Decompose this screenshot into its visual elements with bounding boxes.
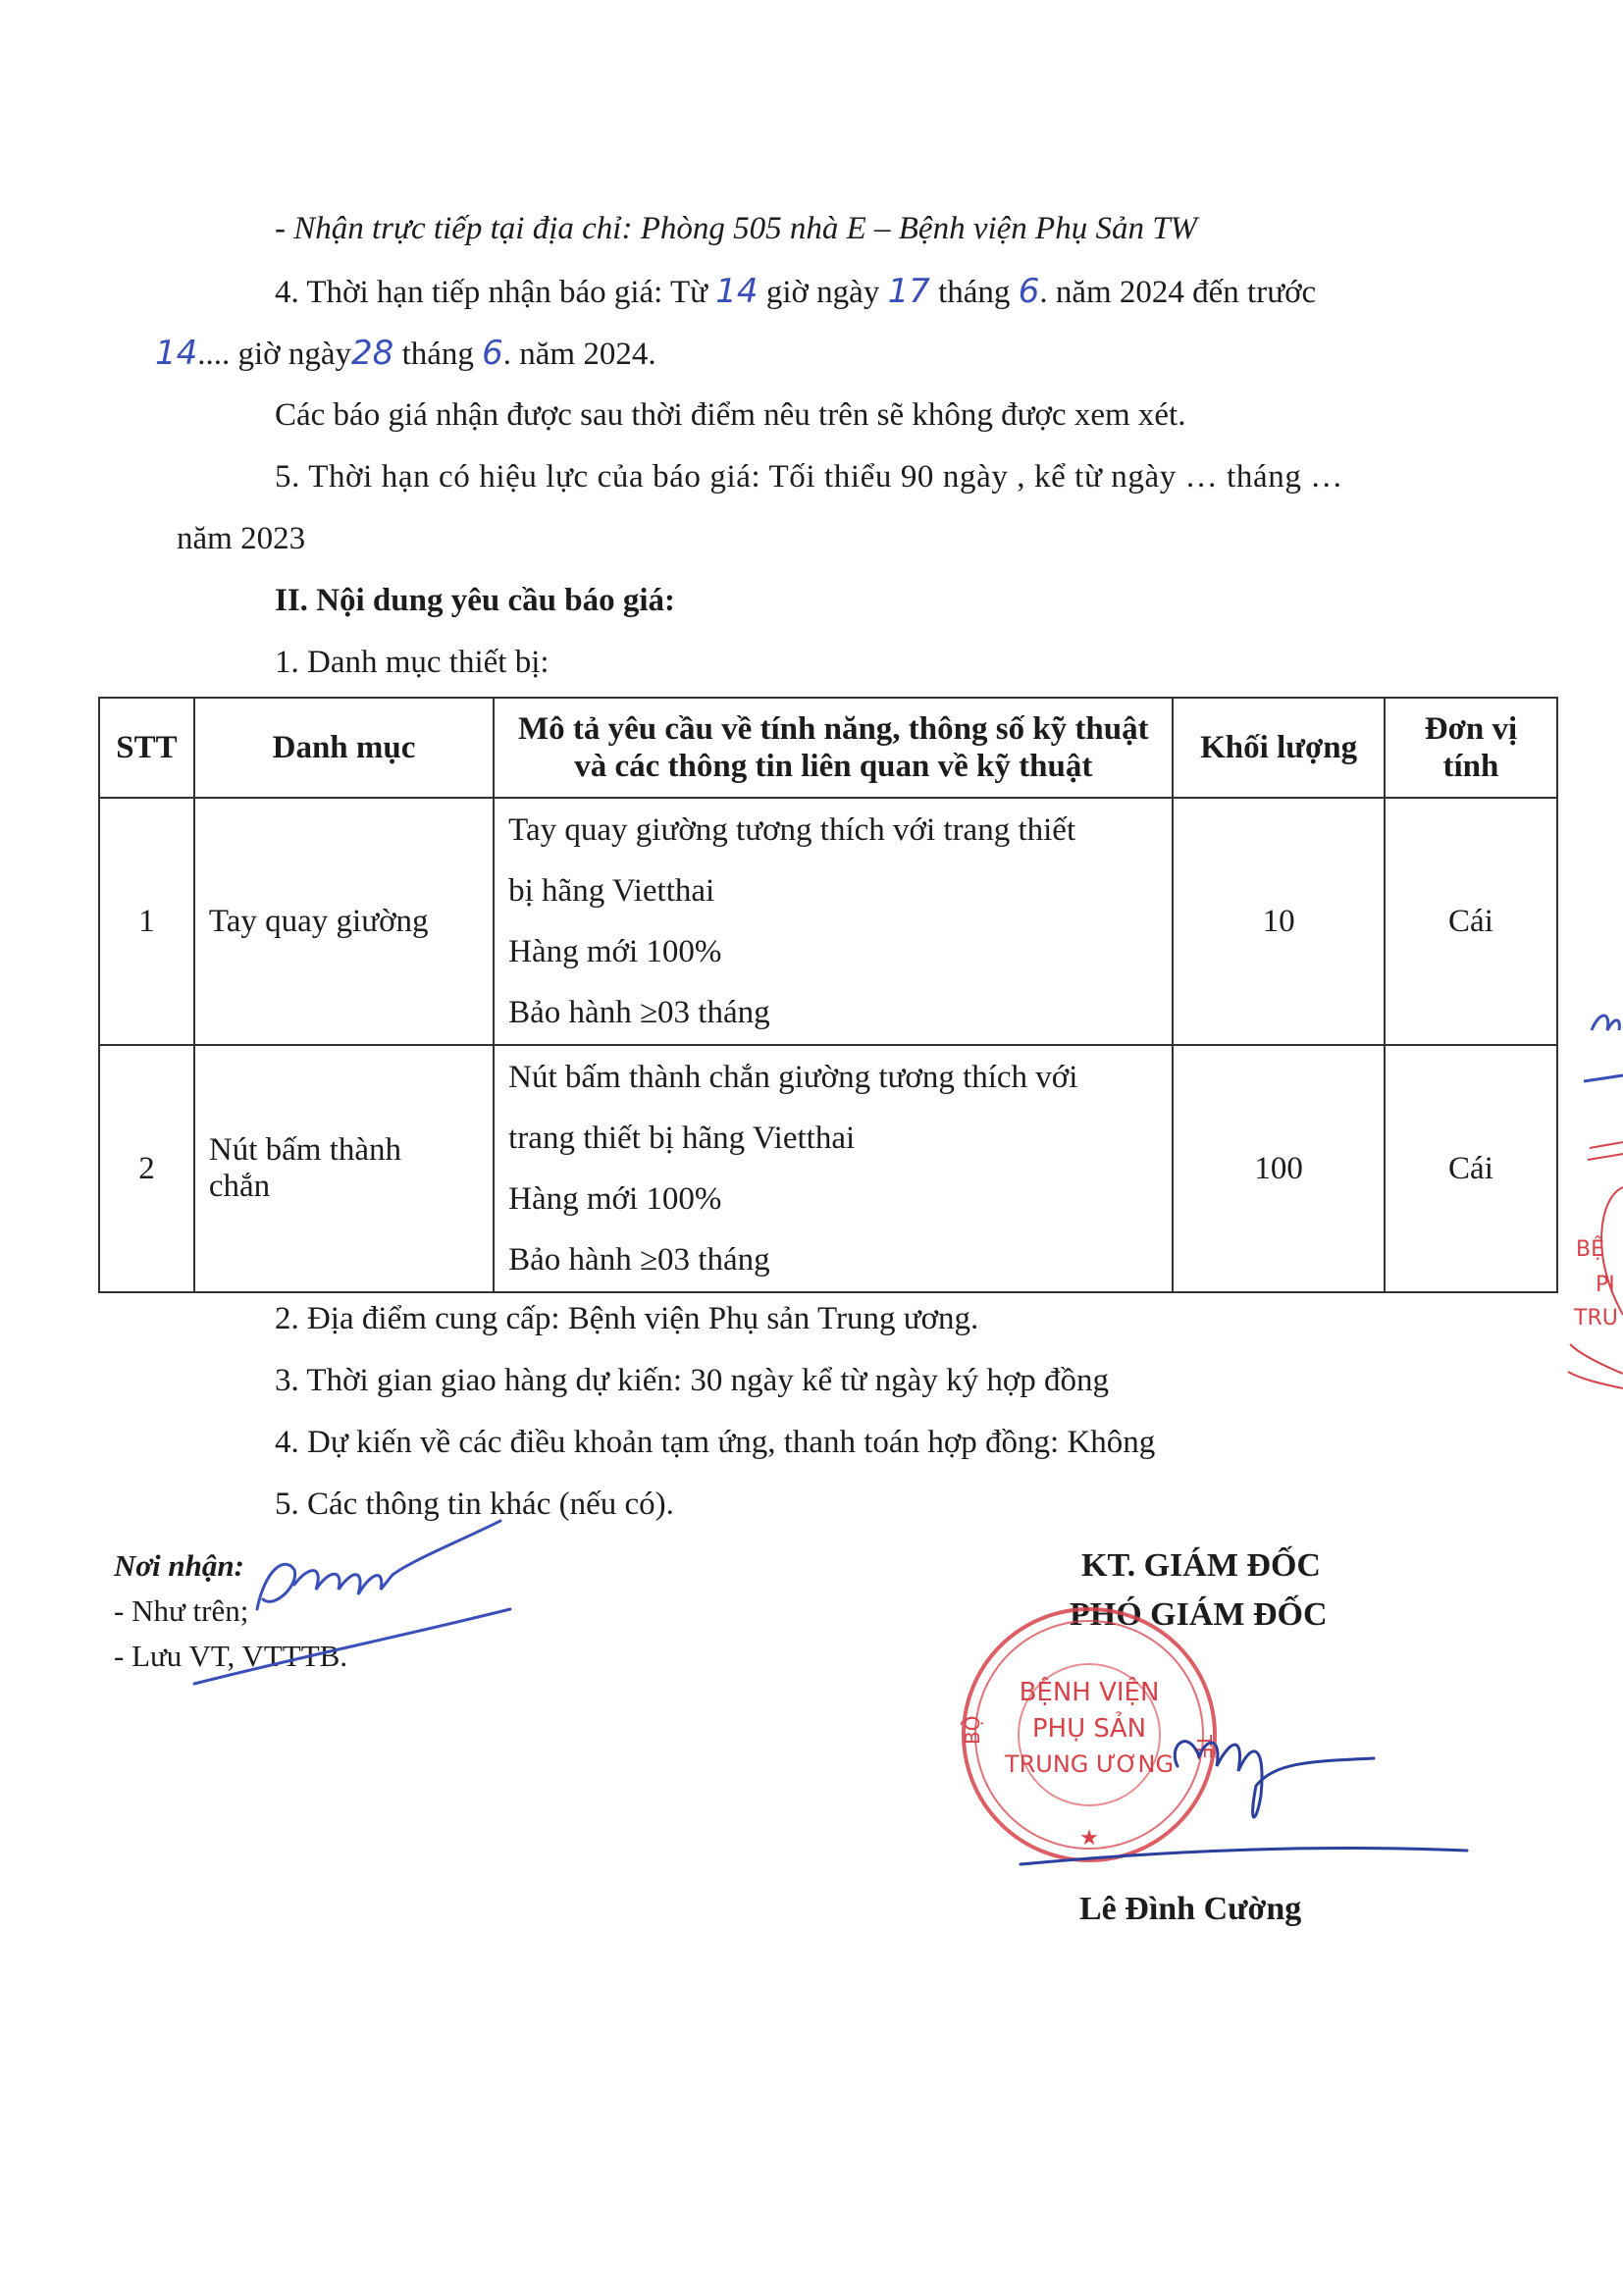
handwritten-day-from: 17 — [887, 272, 930, 311]
other-info: 5. Các thông tin khác (nếu có). — [275, 1487, 674, 1522]
handwritten-hour-to: 14 — [155, 334, 198, 373]
signature-title-2: PHÓ GIÁM ĐỐC — [1070, 1596, 1328, 1633]
delivery-time: 3. Thời gian giao hàng dự kiến: 30 ngày kể từ ngày ký hợp đồng — [275, 1363, 1110, 1398]
quote-period-mid5: tháng — [393, 337, 483, 372]
row1-danh-muc: Tay quay giường — [194, 798, 494, 1045]
quote-period-mid1: giờ ngày — [758, 275, 888, 310]
row1-desc-line2: bị hãng Vietthai — [508, 873, 715, 909]
row1-desc-line4: Bảo hành ≥03 tháng — [508, 995, 770, 1030]
quote-period-mid3: . năm 2024 đến trước — [1039, 275, 1317, 310]
delivery-address-line: - Nhận trực tiếp tại địa chỉ: Phòng 505 nhà E – Bệnh viện Phụ Sản TW — [275, 211, 1198, 246]
row2-stt: 2 — [99, 1045, 194, 1292]
handwritten-hour-from: 14 — [715, 272, 759, 311]
header-stt: STT — [99, 698, 194, 798]
quote-period-suffix: . năm 2024. — [502, 337, 656, 372]
header-don-vi-line1: Đơn vị — [1424, 711, 1518, 747]
seal-text-2: PHỤ SẢN — [1031, 1714, 1147, 1744]
row2-desc-line4: Bảo hành ≥03 tháng — [508, 1242, 770, 1278]
row2-don-vi: Cái — [1385, 1045, 1557, 1292]
payment-terms: 4. Dự kiến về các điều khoản tạm ứng, thanh toán hợp đồng: Không — [275, 1425, 1156, 1460]
seal-side-right: TẾ — [1192, 1735, 1216, 1759]
seal-side-left: BỘ — [961, 1715, 984, 1745]
quote-period-mid4: .... giờ ngày — [197, 337, 352, 372]
signature-title-1: KT. GIÁM ĐỐC — [1081, 1547, 1321, 1584]
seal-text-1: BỆNH VIỆN — [1019, 1678, 1160, 1707]
row1-don-vi: Cái — [1385, 798, 1557, 1045]
svg-text:TRU: TRU — [1574, 1306, 1618, 1331]
handwritten-month-from: 6 — [1018, 272, 1040, 311]
partial-side-seal — [1560, 1001, 1623, 1413]
row1-desc-line1: Tay quay giường tương thích với trang thiết — [508, 812, 1076, 848]
recipients-title: Nơi nhận: — [114, 1548, 244, 1583]
quote-period-prefix: 4. Thời hạn tiếp nhận báo giá: Từ — [275, 275, 716, 310]
quote-period-mid2: tháng — [929, 275, 1019, 310]
row2-khoi-luong: 100 — [1173, 1045, 1384, 1292]
header-khoi-luong: Khối lượng — [1173, 698, 1384, 798]
row1-khoi-luong: 10 — [1173, 798, 1384, 1045]
validity-line-2: năm 2023 — [177, 521, 306, 556]
header-mo-ta-line1: Mô tả yêu cầu về tính năng, thông số kỹ thuật — [517, 711, 1149, 747]
row2-desc-line3: Hàng mới 100% — [508, 1181, 722, 1217]
row2-desc-line1: Nút bấm thành chắn giường tương thích với — [508, 1060, 1078, 1095]
row2-danh-muc-line2: chắn — [208, 1169, 271, 1204]
recipients-line-1: - Như trên; — [114, 1593, 249, 1628]
header-danh-muc: Danh mục — [194, 698, 494, 798]
row2-danh-muc-line1: Nút bấm thành — [208, 1132, 402, 1168]
svg-text:PI: PI — [1596, 1273, 1615, 1297]
handwritten-day-to: 28 — [351, 334, 394, 373]
row1-desc-line3: Hàng mới 100% — [508, 934, 722, 969]
row2-desc-line2: trang thiết bị hãng Vietthai — [508, 1121, 856, 1156]
section-2-item-1: 1. Danh mục thiết bị: — [275, 645, 550, 680]
validity-line-1: 5. Thời hạn có hiệu lực của báo giá: Tối thiểu 90 ngày , kể từ ngày … tháng … — [275, 459, 1343, 495]
handwritten-month-to: 6 — [482, 334, 503, 373]
header-mo-ta-line2: và các thông tin liên quan về kỹ thuật — [574, 749, 1093, 784]
header-don-vi-line2: tính — [1442, 749, 1499, 784]
late-quote-note: Các báo giá nhận được sau thời điểm nêu trên sẽ không được xem xét. — [275, 397, 1186, 433]
seal-star-icon: ★ — [1079, 1826, 1099, 1851]
section-2-title: II. Nội dung yêu cầu báo giá: — [275, 583, 676, 618]
row1-stt: 1 — [99, 798, 194, 1045]
svg-text:BỆ: BỆ — [1576, 1237, 1604, 1262]
seal-text-3: TRUNG ƯƠNG — [1004, 1750, 1175, 1778]
signatory-name: Lê Đình Cường — [1079, 1891, 1302, 1927]
delivery-location: 2. Địa điểm cung cấp: Bệnh viện Phụ sản Trung ương. — [275, 1301, 979, 1336]
recipients-line-2: - Lưu VT, VTTTB. — [114, 1639, 348, 1673]
